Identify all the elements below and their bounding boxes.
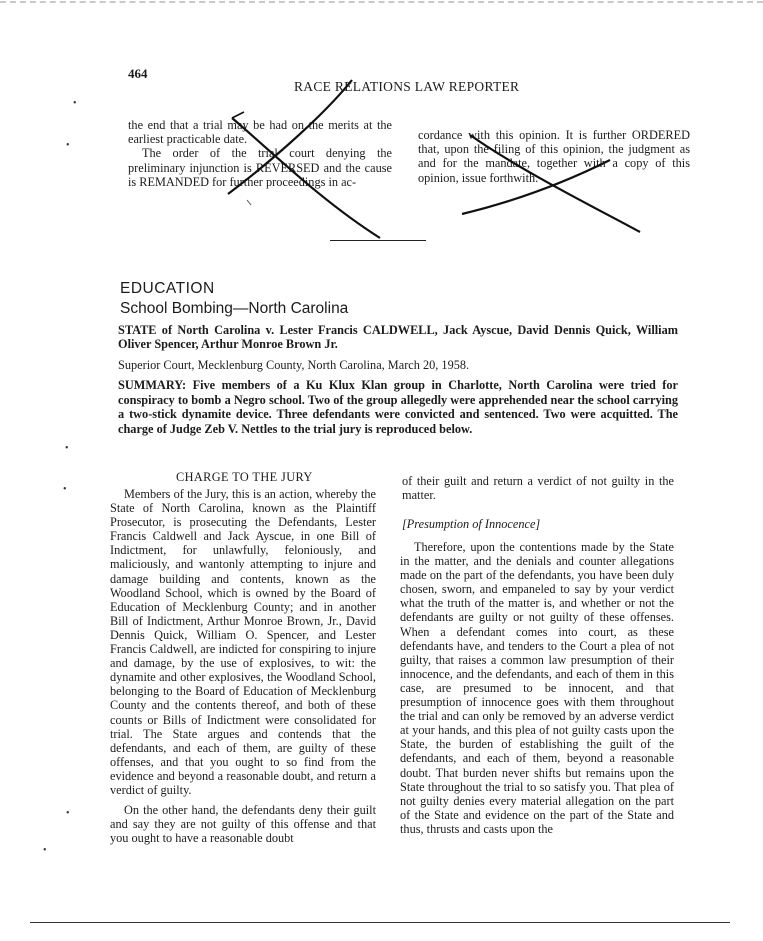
previous-case-paragraph: The order of the trial court denying the preliminary injunction is REVERSED and the cause is REMANDED for further proceedings in ac-: [128, 146, 392, 189]
scan-speck: •: [66, 808, 70, 819]
previous-case-paragraph: cordance with this opinion. It is further ORDERED that, upon the filing of this opinion, the judgment as and for the mandate, together with a copy of this opinion, issue forthwith.: [418, 128, 690, 185]
charge-heading: CHARGE TO THE JURY: [176, 470, 313, 484]
charge-paragraph: Members of the Jury, this is an action, whereby the State of North Carolina, known as the Plaintiff Prosecutor, is prosecuting the Defendants, Lester Francis Caldwell and Jack Ayscue, in one Bill of Indictment, for unlawfully, feloniously, and maliciously, and wantonly attempting to injure and damage building and contents, known as the Woodland School, which is owned by the Board of Education of Mecklenburg County; and in another Bill of Indictment, Arthur Monroe Brown, Jr., David Dennis Quick, William O. Spencer, and Lester Francis Caldwell, are indicted for conspiring to injure and damage, by the use of explosives, to wit: the dynamite and other explosives, the Woodland School, belonging to the Board of Education of Mecklenburg County and the contents thereof, and both of these counts or Bills of Indictment were consolidated for trial. The State argues and contends that the defendants, and each of them, are guilty of these offenses, and that you ought to so find from the evidence and beyond a reasonable doubt, and return a verdict of guilty.: [110, 487, 376, 797]
page-bottom-rule: [30, 922, 730, 923]
cross-stroke: [247, 200, 251, 205]
section-divider: [330, 240, 426, 241]
page-number: 464: [128, 66, 148, 81]
scan-speck: •: [63, 484, 67, 495]
court-line: Superior Court, Mecklenburg County, North Carolina, March 20, 1958.: [118, 358, 470, 372]
presumption-subheading: [Presumption of Innocence]: [402, 517, 541, 531]
scan-speck: •: [73, 98, 77, 109]
charge-paragraph: Therefore, upon the contentions made by the State in the matter, and the denials and counter allegations made on the part of the defendants, you have been duly chosen, sworn, and empaneled to say by your verdict what the truth of the matter is, and whether or not the defendants are guilty or not guilty of these offenses. When a defendant comes into court, as these defendants have, and tenders to the Court a plea of not guilty, that raises a common law presumption of their innocence, and the defendants, and each of them in this case, are presumed to be innocent, and that presumption of innocence goes with them throughout the trial and can only be removed by an adverse verdict at your hands, and this plea of not guilty casts upon the State, the burden of establishing the guilt of the defendants, and each of them, beyond a reasonable doubt. That burden never shifts but remains upon the State throughout the trial to so satisfy you. That plea of not guilty denies every material allegation on the part of the State and evidence on the part of the State and thus, thrusts and casts upon the: [400, 540, 674, 836]
scan-top-edge: [0, 1, 763, 3]
previous-case-paragraph: the end that a trial may be had on the merits at the earliest practicable date.: [128, 118, 392, 147]
case-summary: SUMMARY: Five members of a Ku Klux Klan group in Charlotte, North Carolina were tried for conspiracy to bomb a Negro school. Two of the group allegedly were apprehended near the school carrying a two-stick dynamite device. Three defendants were convicted and sentenced. Two were acquitted. The charge of Judge Zeb V. Nettles to the trial jury is reproduced below.: [118, 378, 678, 436]
subsection-title: School Bombing—North Carolina: [120, 300, 349, 317]
charge-left-column: [110, 487, 376, 845]
charge-right-column: [400, 540, 674, 836]
scan-speck: •: [65, 443, 69, 454]
case-caption: STATE of North Carolina v. Lester Francis CALDWELL, Jack Ayscue, David Dennis Quick, William Oliver Spencer, Arthur Monroe Brown Jr.: [118, 323, 678, 352]
running-title: RACE RELATIONS LAW REPORTER: [294, 79, 520, 94]
previous-case-left-column: [128, 118, 392, 189]
charge-paragraph: On the other hand, the defendants deny their guilt and say they are not guilty of this offense and that you ought to have a reasonable doubt: [110, 803, 376, 846]
scan-speck: •: [43, 845, 47, 856]
previous-case-right-column: [418, 128, 690, 185]
charge-paragraph: of their guilt and return a verdict of not guilty in the matter.: [402, 474, 674, 503]
scan-speck: •: [66, 140, 70, 151]
charge-right-intro: [402, 474, 674, 502]
section-title: EDUCATION: [120, 280, 215, 297]
